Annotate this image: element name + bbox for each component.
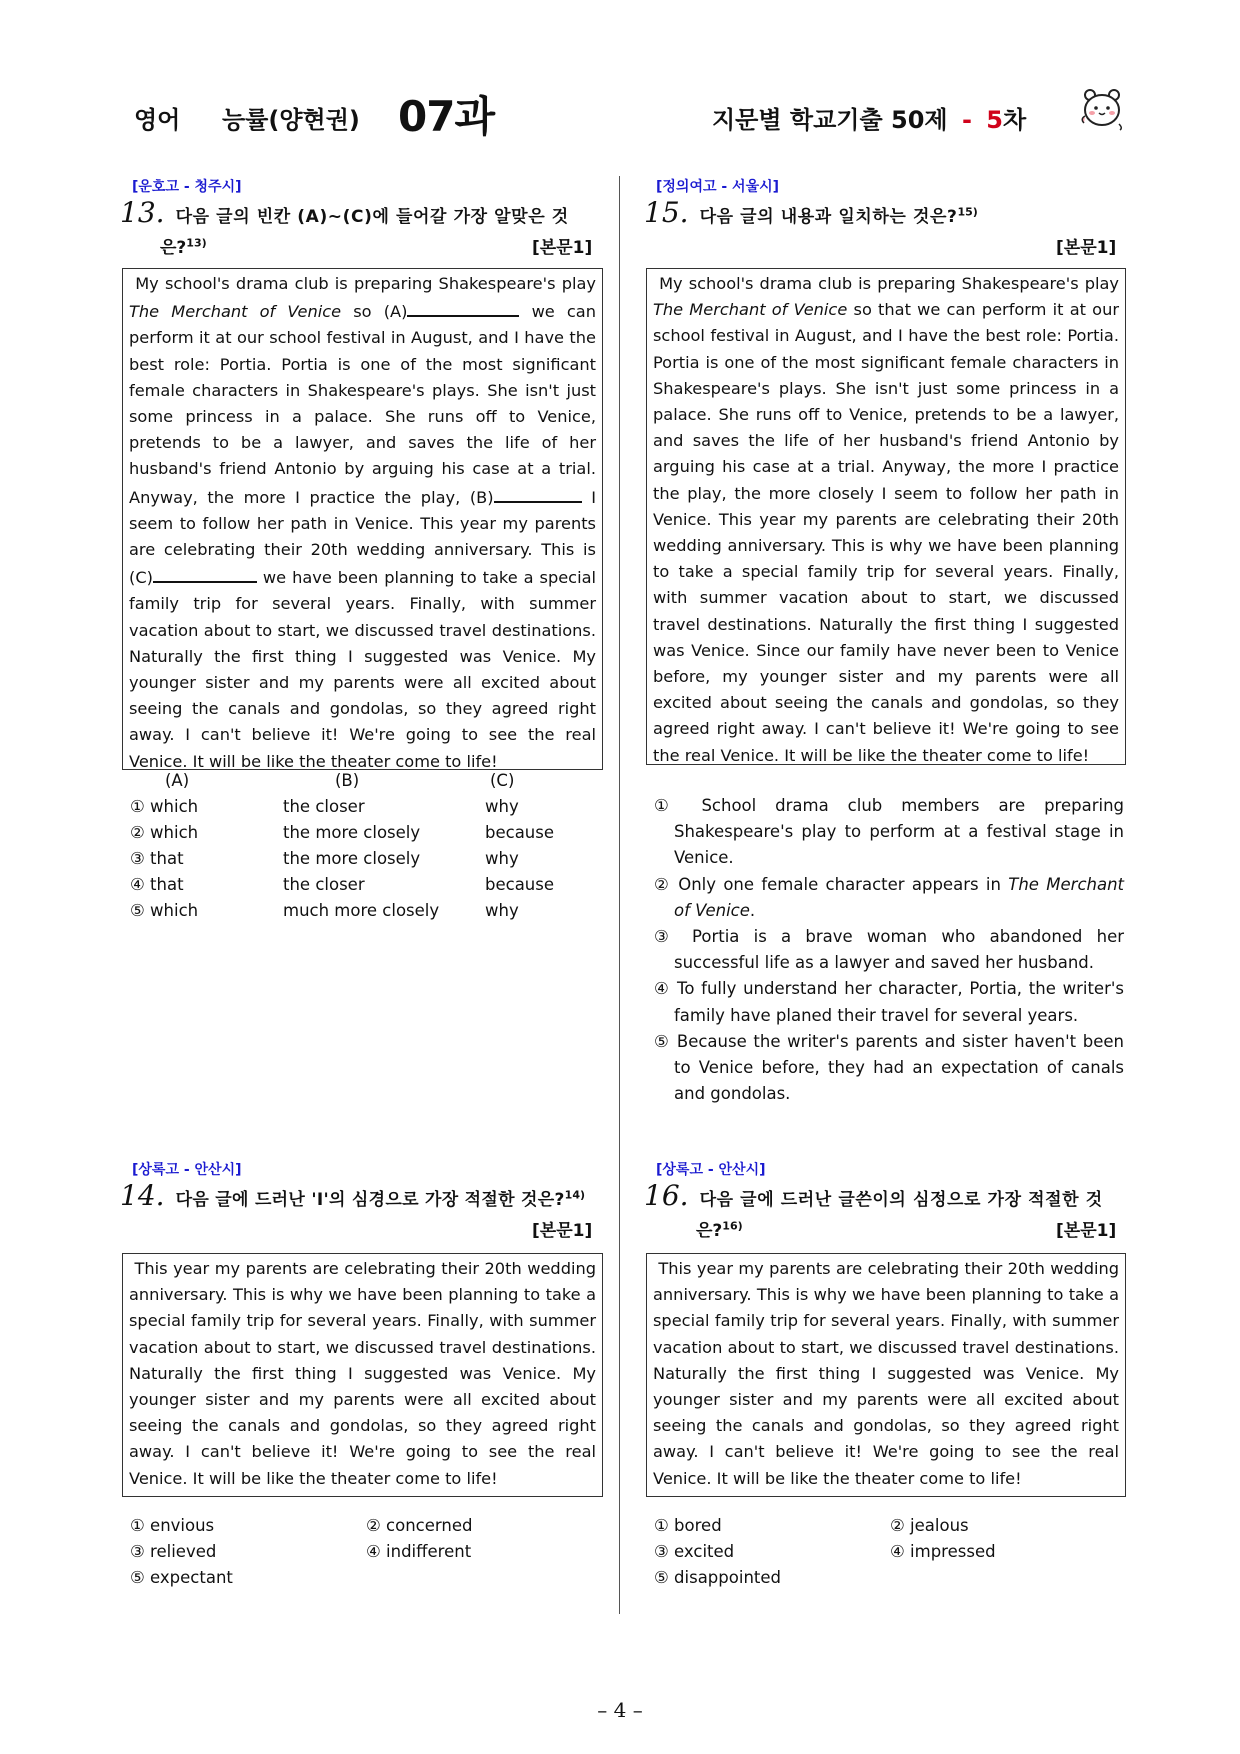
q13-passage-p3: we can perform it at our school festival in August, and I have the best role: Portia. Portia is one of the most significant female characters in Shakespeare's plays. She isn't just some princess in a palace. She runs off to Venice, pretends to be a lawyer, and saves the life of her husband's friend Antonio by arguing his case at a trial. Anyway, the more I practice the play, (B)	[129, 302, 596, 507]
q13-option-4[interactable]: ④ that	[130, 875, 184, 894]
q13-col-a-header: (A)	[165, 771, 190, 790]
q15-footnote: 15)	[957, 205, 978, 219]
q15-passage	[653, 271, 1119, 769]
q15-stem	[644, 196, 1124, 229]
q14-option-3[interactable]: ③ relieved	[130, 1542, 217, 1561]
q16-number: 16.	[644, 1179, 689, 1212]
publisher-label: 능률(양현권)	[222, 106, 360, 134]
q13-question-line2: 은?	[160, 238, 187, 258]
page-number: – 4 –	[597, 1698, 643, 1722]
q13-blank-a	[407, 297, 519, 317]
q13-blank-b	[494, 483, 582, 503]
q16-option-5[interactable]: ⑤ disappointed	[654, 1568, 781, 1587]
q15-passage-p2: so that we can perform it at our school festival in August, and I have the best role: Portia. Portia is one of the most significant female characters in Shakespeare's plays. She isn't just some princess in a palace. She runs off to Venice, pretends to be a lawyer, and saves the life of her husband's friend Antonio by arguing his case at a trial. Anyway, the more I practice the play, the more closely I seem to follow her path in Venice. This year my parents are celebrating their 20th wedding anniversary. This is why we have been planning to take a special family trip for several years. Finally, with summer vacation about to start, we discussed travel destinations. Naturally the first thing I suggested was Venice. Since our family have never been to Venice before, my younger sister and my parents were all excited about seeing the canals and gondolas, so they agreed right away. I can't believe it! We're going to see the real Venice. It will be like the theater come to life!	[653, 300, 1119, 765]
q13-option-5-c: why	[485, 901, 519, 920]
q13-stem	[120, 196, 600, 229]
q15-options	[654, 793, 1124, 1107]
q13-option-4-b: the closer	[283, 875, 365, 894]
q14-tag: [본문1]	[532, 1221, 593, 1241]
q13-school: [운호고 - 청주시]	[132, 179, 242, 195]
q13-option-3-c: why	[485, 849, 519, 868]
q16-question-line1: 다음 글에 드러난 글쓴이의 심정으로 가장 적절한 것	[699, 1190, 1103, 1210]
q13-option-5[interactable]: ⑤ which	[130, 901, 199, 920]
q13-footnote: 13)	[186, 236, 207, 250]
q16-option-3[interactable]: ③ excited	[654, 1542, 735, 1561]
q16-passage-box	[646, 1253, 1126, 1497]
q13-option-2-c: because	[485, 823, 555, 842]
q15-option-4[interactable]: ④ To fully understand her character, Portia, the writer's family have planed their travel for several years.	[654, 979, 1125, 1025]
q13-passage-p4: I seem to follow her path in Venice. This year my parents are celebrating their 20th wedding anniversary. This is (C)	[129, 487, 596, 588]
q13-passage-p2: so (A)	[353, 302, 408, 322]
q13-option-2-b: the more closely	[283, 823, 421, 842]
q16-option-4[interactable]: ④ impressed	[890, 1542, 996, 1561]
q14-question: 다음 글에 드러난 'I'의 심경으로 가장 적절한 것은?	[175, 1190, 565, 1210]
q15-option-2[interactable]: ② Only one female character appears in The Merchant of Venice.	[654, 874, 1125, 920]
q13-question-line1: 다음 글의 빈칸 (A)~(C)에 들어갈 가장 알맞은 것	[175, 207, 569, 227]
q15-passage-box	[646, 268, 1126, 765]
q13-option-2[interactable]: ② which	[130, 823, 199, 842]
series-dash: -	[961, 106, 972, 134]
q13-option-1[interactable]: ① which	[130, 797, 199, 816]
q13-option-4-c: because	[485, 875, 555, 894]
q14-passage-box	[122, 1253, 603, 1497]
q13-passage	[129, 271, 596, 775]
q13-option-5-b: much more closely	[283, 901, 440, 920]
q14-stem	[120, 1179, 610, 1212]
q16-stem-line2	[696, 1216, 743, 1241]
q13-option-1-c: why	[485, 797, 519, 816]
q13-tag: [본문1]	[532, 238, 593, 258]
q15-tag: [본문1]	[1056, 238, 1117, 258]
q14-option-1[interactable]: ① envious	[130, 1516, 215, 1535]
q13-option-1-b: the closer	[283, 797, 365, 816]
q16-footnote: 16)	[722, 1219, 743, 1233]
series-title	[712, 100, 1026, 135]
q13-passage-p1: My school's drama club is preparing Shakespeare's play	[135, 274, 596, 293]
q16-option-2[interactable]: ② jealous	[890, 1516, 969, 1535]
q16-tag: [본문1]	[1056, 1221, 1117, 1241]
q13-stem-line2	[160, 233, 207, 258]
round-suffix: 차	[1002, 106, 1027, 134]
lesson-number: 07과	[398, 92, 495, 141]
q13-passage-p5: we have been planning to take a special family trip for several years. Finally, with summer vacation about to start, we discussed travel destinations. Naturally the first thing I suggested was Venice. My younger sister and my parents were all excited about seeing the canals and gondolas, so they agreed right away. I can't believe it! We're going to see the real Venice. It will be like the theater come to life!	[129, 568, 596, 771]
q15-option-5[interactable]: ⑤ Because the writer's parents and sister haven't been to Venice before, they had an expectation of canals and gondolas.	[654, 1031, 1124, 1104]
round-number: 5	[986, 106, 1003, 134]
q13-option-3-b: the more closely	[283, 849, 421, 868]
subject-label: 영어	[134, 106, 181, 134]
q16-option-1[interactable]: ① bored	[654, 1516, 722, 1535]
series-prefix: 지문별 학교기출 50제	[712, 106, 948, 134]
q13-passage-box	[122, 268, 603, 770]
q13-option-3[interactable]: ③ that	[130, 849, 184, 868]
q13-number: 13.	[120, 196, 165, 229]
q15-school: [정의여고 - 서울시]	[656, 179, 780, 195]
q14-footnote: 14)	[564, 1188, 586, 1202]
q14-option-5[interactable]: ⑤ expectant	[130, 1568, 233, 1587]
q14-passage: This year my parents are celebrating their 20th wedding anniversary. This is why we have been planning to take a special family trip for several years. Finally, with summer vacation about to start, we discussed travel destinations. Naturally the first thing I suggested was Venice. My younger sister and my parents were all excited about seeing the canals and gondolas, so they agreed right away. I can't believe it! We're going to see the real Venice. It will be like the theater come to life!	[129, 1259, 597, 1488]
q15-question: 다음 글의 내용과 일치하는 것은?	[699, 207, 958, 227]
q14-option-2[interactable]: ② concerned	[366, 1516, 473, 1535]
column-divider	[619, 176, 620, 1614]
q14-option-4[interactable]: ④ indifferent	[366, 1542, 472, 1561]
q15-number: 15.	[644, 196, 689, 229]
q13-col-b-header: (B)	[335, 771, 360, 790]
q16-passage: This year my parents are celebrating their 20th wedding anniversary. This is why we have been planning to take a special family trip for several years. Finally, with summer vacation about to start, we discussed travel destinations. Naturally the first thing I suggested was Venice. My younger sister and my parents were all excited about seeing the canals and gondolas, so they agreed right away. I can't believe it! We're going to see the real Venice. It will be like the theater come to life!	[653, 1259, 1120, 1488]
q15-passage-p1: My school's drama club is preparing Shakespeare's play	[659, 274, 1119, 293]
q13-play-title: The Merchant of Venice	[129, 302, 342, 322]
q13-blank-c	[153, 563, 257, 583]
q14-school: [상록고 - 안산시]	[132, 1162, 242, 1178]
q14-number: 14.	[120, 1179, 165, 1212]
q15-play-title: The Merchant of Venice	[653, 300, 848, 320]
q16-school: [상록고 - 안산시]	[656, 1162, 766, 1178]
q15-option-3[interactable]: ③ Portia is a brave woman who abandoned her successful life as a lawyer and saved her husband.	[654, 927, 1125, 973]
q13-col-c-header: (C)	[490, 771, 515, 790]
q16-question-line2: 은?	[696, 1221, 723, 1241]
q16-stem	[644, 1179, 1134, 1212]
q15-option-1[interactable]: ① School drama club members are preparing Shakespeare's play to perform at a festival stage in Venice.	[654, 796, 1125, 868]
bear-mascot-icon	[1080, 86, 1126, 132]
